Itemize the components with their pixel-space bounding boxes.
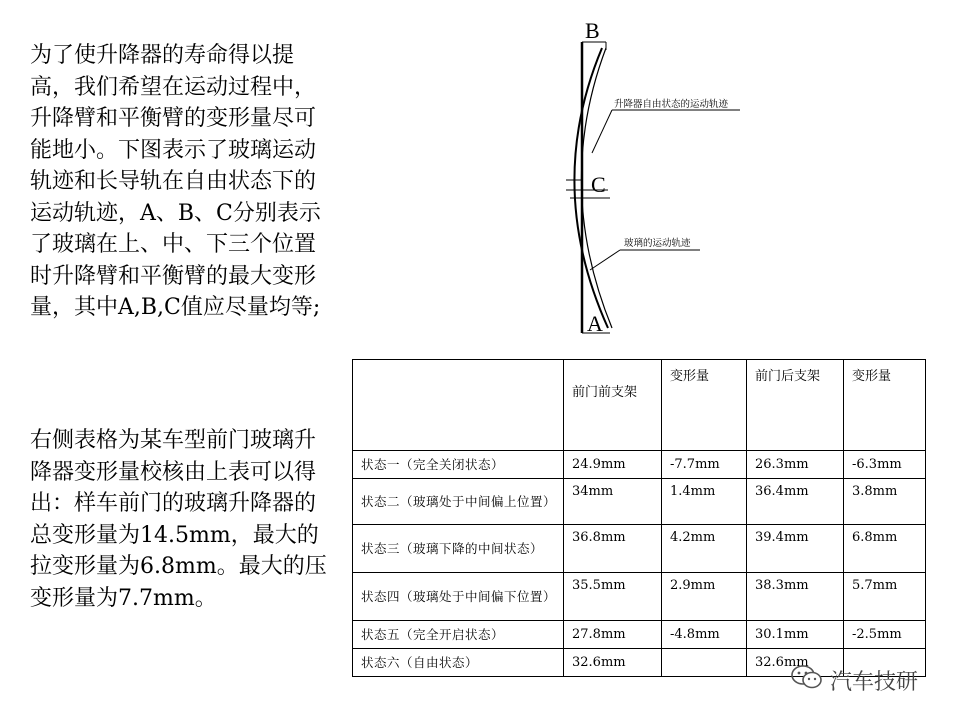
- table-row: [353, 525, 926, 573]
- table-row: [353, 573, 926, 621]
- table-cell: 状态五（完全开启状态）: [353, 621, 564, 649]
- table-row: [353, 479, 926, 525]
- table-cell: 32.6mm: [747, 649, 844, 677]
- table-cell: 状态三（玻璃下降的中间状态）: [353, 525, 564, 573]
- glass-trajectory-label: 玻璃的运动轨迹: [624, 238, 691, 249]
- trajectory-diagram: [540, 10, 740, 340]
- table-cell: 5.7mm: [844, 573, 926, 621]
- table-cell: -6.3mm: [844, 451, 926, 479]
- table-cell: 2.9mm: [662, 573, 747, 621]
- table-cell: 1.4mm: [662, 479, 747, 525]
- wechat-icon: [790, 663, 824, 697]
- table-cell: 39.4mm: [747, 525, 844, 573]
- table-cell: -7.7mm: [662, 451, 747, 479]
- intro-paragraph: 为了使升降器的寿命得以提高，我们希望在运动过程中，升降臂和平衡臂的变形量尽可能地小。下图表示了玻璃运动轨迹和长导轨在自由状态下的运动轨迹，A、B、C分别表示了玻璃在上、中、下三个位置时升降臂和平衡臂的最大变形量，其中A,B,C值应尽量均等;: [30, 43, 321, 320]
- table-cell: 32.6mm: [564, 649, 662, 677]
- table-cell: 38.3mm: [747, 573, 844, 621]
- table-cell: 34mm: [564, 479, 662, 525]
- label-b: B: [585, 18, 600, 43]
- label-c: C: [591, 172, 606, 197]
- table-cell: 状态二（玻璃处于中间偏上位置）: [353, 479, 564, 525]
- table-header-cell: 前门后支架: [747, 360, 844, 451]
- table-header-row: [353, 360, 926, 451]
- label-a: A: [587, 311, 603, 336]
- conclusion-paragraph: 右侧表格为某车型前门玻璃升降器变形量校核由上表可以得出：样车前门的玻璃升降器的总变形量为14.5mm，最大的拉变形量为6.8mm。最大的压变形量为7.7mm。: [30, 428, 327, 611]
- table-cell: 状态四（玻璃处于中间偏下位置）: [353, 573, 564, 621]
- table-row: [353, 451, 926, 479]
- table-header-cell: [353, 360, 564, 451]
- table-cell: 4.2mm: [662, 525, 747, 573]
- table-cell: -4.8mm: [662, 621, 747, 649]
- table-cell: 30.1mm: [747, 621, 844, 649]
- watermark-text: 汽车技研: [830, 669, 919, 695]
- table-cell: 6.8mm: [844, 525, 926, 573]
- table-row: [353, 621, 926, 649]
- table-cell: 3.8mm: [844, 479, 926, 525]
- table-cell: 27.8mm: [564, 621, 662, 649]
- table-cell: 26.3mm: [747, 451, 844, 479]
- table-cell: 35.5mm: [564, 573, 662, 621]
- table-cell: 36.4mm: [747, 479, 844, 525]
- watermark: [790, 663, 918, 697]
- table-cell: 状态一（完全关闭状态）: [353, 451, 564, 479]
- table-cell: 24.9mm: [564, 451, 662, 479]
- regulator-trajectory-label: 升降器自由状态的运动轨迹: [614, 99, 729, 110]
- table-cell: [662, 649, 747, 677]
- table-cell: -2.5mm: [844, 621, 926, 649]
- deformation-table: [352, 359, 926, 677]
- table-header-cell: 变形量: [662, 360, 747, 451]
- table-cell: 状态六（自由状态）: [353, 649, 564, 677]
- table-header-cell: 前门前支架: [564, 360, 662, 451]
- table-header-cell: 变形量: [844, 360, 926, 451]
- table-cell: 36.8mm: [564, 525, 662, 573]
